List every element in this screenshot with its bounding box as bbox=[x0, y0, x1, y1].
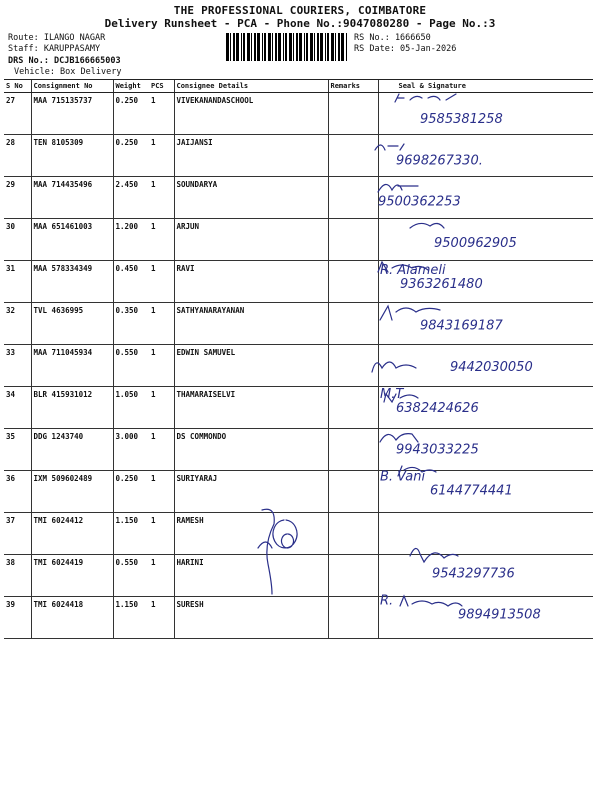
row-consignment: MAA 715135737 bbox=[31, 93, 113, 135]
row-signature bbox=[378, 261, 593, 303]
row-sno: 39 bbox=[4, 597, 31, 639]
row-weight: 0.550 bbox=[113, 555, 149, 597]
barcode-bar bbox=[283, 33, 284, 61]
signature-phone: 9500962905 bbox=[434, 235, 517, 251]
row-consignee: EDWIN SAMUVEL bbox=[174, 345, 328, 387]
company-title: THE PROFESSIONAL COURIERS, COIMBATORE bbox=[173, 4, 427, 17]
row-sno: 37 bbox=[4, 513, 31, 555]
barcode-bar bbox=[251, 33, 252, 61]
row-consignment: BLR 415931012 bbox=[31, 387, 113, 429]
row-pcs: 1 bbox=[149, 93, 174, 135]
table-row bbox=[4, 471, 593, 513]
signature-phone: 9943033225 bbox=[396, 442, 479, 458]
row-sno: 38 bbox=[4, 555, 31, 597]
row-pcs: 1 bbox=[149, 429, 174, 471]
signature-name: R. bbox=[380, 593, 394, 609]
table-row bbox=[4, 345, 593, 387]
row-weight: 1.150 bbox=[113, 597, 149, 639]
barcode-bar bbox=[262, 33, 263, 61]
row-consignment: MAA 711045934 bbox=[31, 345, 113, 387]
barcode-bar bbox=[304, 33, 305, 61]
row-weight: 0.350 bbox=[113, 303, 149, 345]
barcode-bar bbox=[338, 33, 340, 61]
row-consignee: RAVI bbox=[174, 261, 328, 303]
table-row bbox=[4, 93, 593, 135]
signature-phone: 6144774441 bbox=[430, 483, 513, 499]
row-consignee: ARJUN bbox=[174, 219, 328, 261]
row-weight: 1.150 bbox=[113, 513, 149, 555]
row-pcs: 1 bbox=[149, 513, 174, 555]
barcode-bar bbox=[285, 33, 287, 61]
table-row bbox=[4, 177, 593, 219]
row-signature bbox=[378, 303, 593, 345]
table-row bbox=[4, 429, 593, 471]
row-consignee: SURIYARAJ bbox=[174, 471, 328, 513]
row-signature bbox=[378, 597, 593, 639]
row-sno: 35 bbox=[4, 429, 31, 471]
signature-phone: 9543297736 bbox=[432, 566, 515, 582]
barcode-bar bbox=[241, 33, 242, 61]
row-signature bbox=[378, 93, 593, 135]
barcode-bar bbox=[230, 33, 231, 61]
row-consignee: HARINI bbox=[174, 555, 328, 597]
row-consignee: DS COMMONDO bbox=[174, 429, 328, 471]
row-sno: 28 bbox=[4, 135, 31, 177]
row-consignment: MAA 578334349 bbox=[31, 261, 113, 303]
rs-number: RS No.: 1666650 bbox=[354, 33, 431, 43]
row-remarks bbox=[328, 345, 378, 387]
vehicle-label: Vehicle: Box Delivery bbox=[14, 67, 122, 77]
col-header-consignment: Consignment No bbox=[31, 80, 113, 93]
row-weight: 2.450 bbox=[113, 177, 149, 219]
row-weight: 0.450 bbox=[113, 261, 149, 303]
row-pcs: 1 bbox=[149, 219, 174, 261]
row-remarks bbox=[328, 513, 378, 555]
row-signature bbox=[378, 345, 593, 387]
row-consignment: IXM 509602489 bbox=[31, 471, 113, 513]
barcode-bar bbox=[264, 33, 266, 61]
row-consignment: TVL 4636995 bbox=[31, 303, 113, 345]
table-row bbox=[4, 597, 593, 639]
row-sno: 29 bbox=[4, 177, 31, 219]
row-pcs: 1 bbox=[149, 597, 174, 639]
row-pcs: 1 bbox=[149, 261, 174, 303]
barcode-bar bbox=[299, 33, 302, 61]
barcode-bar bbox=[346, 33, 347, 61]
row-consignment: TEN 8105309 bbox=[31, 135, 113, 177]
row-weight: 0.250 bbox=[113, 93, 149, 135]
row-sno: 34 bbox=[4, 387, 31, 429]
signature-phone: 9894913508 bbox=[458, 607, 541, 623]
row-remarks bbox=[328, 303, 378, 345]
row-remarks bbox=[328, 219, 378, 261]
row-consignment: TMI 6024412 bbox=[31, 513, 113, 555]
signature-phone: 9585381258 bbox=[420, 112, 503, 127]
barcode-bar bbox=[317, 33, 319, 61]
barcode-bar bbox=[243, 33, 245, 61]
row-remarks bbox=[328, 555, 378, 597]
row-consignee: THAMARAISELVI bbox=[174, 387, 328, 429]
row-remarks bbox=[328, 471, 378, 513]
row-pcs: 1 bbox=[149, 471, 174, 513]
row-sno: 27 bbox=[4, 93, 31, 135]
row-pcs: 1 bbox=[149, 387, 174, 429]
barcode-bar bbox=[272, 33, 273, 61]
col-header-consignee: Consignee Details bbox=[174, 80, 328, 93]
runsheet-table bbox=[4, 79, 593, 639]
row-signature bbox=[378, 555, 593, 597]
signature-phone: 9843169187 bbox=[420, 318, 503, 334]
drs-number: DRS No.: DCJB166665003 bbox=[8, 56, 121, 66]
signature-name: R. Alameli bbox=[380, 263, 446, 279]
barcode-bar bbox=[310, 33, 313, 61]
row-remarks bbox=[328, 135, 378, 177]
row-consignee: SOUNDARYA bbox=[174, 177, 328, 219]
row-weight: 0.550 bbox=[113, 345, 149, 387]
col-header-pcs: PCS bbox=[149, 80, 174, 93]
staff-label: Staff: KARUPPASAMY bbox=[8, 44, 101, 54]
row-consignment: DDG 1243740 bbox=[31, 429, 113, 471]
row-sno: 36 bbox=[4, 471, 31, 513]
barcode-bar bbox=[314, 33, 315, 61]
col-header-weight: Weight bbox=[113, 80, 149, 93]
row-sno: 30 bbox=[4, 219, 31, 261]
rs-date: RS Date: 05-Jan-2026 bbox=[354, 44, 457, 54]
row-sno: 33 bbox=[4, 345, 31, 387]
runsheet-subtitle: Delivery Runsheet - PCA - Phone No.:9047080280 - Page No.:3 bbox=[104, 17, 496, 30]
row-sno: 32 bbox=[4, 303, 31, 345]
signature-phone: 9363261480 bbox=[400, 277, 483, 293]
table-header-row bbox=[4, 80, 593, 93]
signature-phone: 9442030050 bbox=[450, 359, 533, 375]
table-row bbox=[4, 387, 593, 429]
row-consignee: RAMESH bbox=[174, 513, 328, 555]
row-weight: 1.200 bbox=[113, 219, 149, 261]
row-pcs: 1 bbox=[149, 135, 174, 177]
table-row bbox=[4, 513, 593, 555]
barcode-bar bbox=[331, 33, 334, 61]
row-sno: 31 bbox=[4, 261, 31, 303]
row-remarks bbox=[328, 597, 378, 639]
row-remarks bbox=[328, 177, 378, 219]
barcode-bar bbox=[236, 33, 239, 61]
row-consignee: SURESH bbox=[174, 597, 328, 639]
table-row bbox=[4, 135, 593, 177]
barcode-bar bbox=[296, 33, 298, 61]
row-signature bbox=[378, 429, 593, 471]
barcode-bar bbox=[289, 33, 292, 61]
barcode-bar bbox=[306, 33, 308, 61]
row-weight: 0.250 bbox=[113, 135, 149, 177]
row-consignment: MAA 714435496 bbox=[31, 177, 113, 219]
row-signature bbox=[378, 513, 593, 555]
row-consignee: SATHYANARAYANAN bbox=[174, 303, 328, 345]
table-row bbox=[4, 303, 593, 345]
row-weight: 1.050 bbox=[113, 387, 149, 429]
row-consignee: VIVEKANANDASCHOOL bbox=[174, 93, 328, 135]
row-remarks bbox=[328, 93, 378, 135]
row-pcs: 1 bbox=[149, 555, 174, 597]
row-consignee: JAIJANSI bbox=[174, 135, 328, 177]
row-signature bbox=[378, 387, 593, 429]
row-signature bbox=[378, 177, 593, 219]
barcode-bar bbox=[247, 33, 250, 61]
barcode-bar bbox=[257, 33, 260, 61]
row-weight: 0.250 bbox=[113, 471, 149, 513]
row-remarks bbox=[328, 387, 378, 429]
row-pcs: 1 bbox=[149, 345, 174, 387]
row-signature bbox=[378, 219, 593, 261]
signature-name: M.T bbox=[380, 387, 404, 403]
table-row bbox=[4, 219, 593, 261]
barcode-bar bbox=[327, 33, 329, 61]
row-remarks bbox=[328, 261, 378, 303]
row-signature bbox=[378, 135, 593, 177]
barcode-bar bbox=[278, 33, 281, 61]
row-pcs: 1 bbox=[149, 303, 174, 345]
row-consignment: TMI 6024419 bbox=[31, 555, 113, 597]
col-header-signature: Seal & Signature bbox=[378, 80, 593, 93]
col-header-remarks: Remarks bbox=[328, 80, 378, 93]
route-label: Route: ILANGO NAGAR bbox=[8, 33, 106, 43]
barcode-bar bbox=[293, 33, 294, 61]
row-consignment: TMI 6024418 bbox=[31, 597, 113, 639]
barcode-bar bbox=[233, 33, 235, 61]
signature-phone: 9500362253 bbox=[378, 194, 461, 210]
row-signature bbox=[378, 471, 593, 513]
barcode-bar bbox=[268, 33, 271, 61]
barcode-bar bbox=[254, 33, 256, 61]
col-header-sno: S No bbox=[4, 80, 31, 93]
row-weight: 3.000 bbox=[113, 429, 149, 471]
row-pcs: 1 bbox=[149, 177, 174, 219]
table-row bbox=[4, 555, 593, 597]
signature-phone: 6382424626 bbox=[396, 401, 479, 417]
row-remarks bbox=[328, 429, 378, 471]
barcode-bar bbox=[320, 33, 323, 61]
barcode-bar bbox=[275, 33, 277, 61]
barcode-bar bbox=[335, 33, 336, 61]
signature-phone: 9698267330. bbox=[396, 153, 483, 169]
barcode-bar bbox=[341, 33, 344, 61]
barcode-bar bbox=[226, 33, 229, 61]
barcode-bar bbox=[325, 33, 326, 61]
row-consignment: MAA 651461003 bbox=[31, 219, 113, 261]
table-row bbox=[4, 261, 593, 303]
barcode-image bbox=[226, 33, 350, 61]
signature-name: B. Vani bbox=[380, 469, 426, 485]
